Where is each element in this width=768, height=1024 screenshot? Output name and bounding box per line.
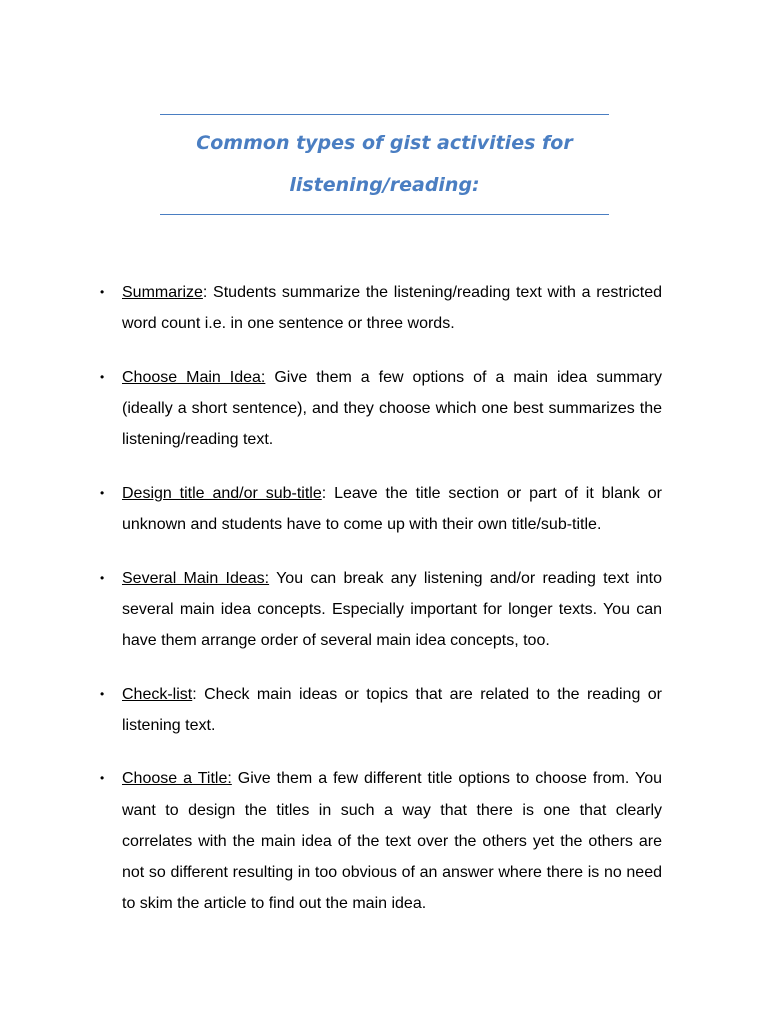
item-term: Design title and/or sub-title bbox=[122, 484, 322, 502]
bullet-icon: • bbox=[100, 771, 105, 786]
list-item bbox=[100, 563, 662, 657]
list-item bbox=[100, 277, 662, 339]
list-item bbox=[100, 763, 662, 919]
list-item bbox=[100, 362, 662, 456]
heading-bottom-rule bbox=[160, 214, 609, 215]
item-term: Check-list bbox=[122, 685, 193, 703]
item-term: Summarize bbox=[122, 284, 203, 301]
bullet-icon: • bbox=[100, 570, 105, 585]
item-term: Several Main Ideas: bbox=[122, 569, 270, 587]
item-separator: : bbox=[192, 685, 197, 703]
bullet-icon: • bbox=[100, 686, 105, 701]
item-text: Give them a few options of a main idea summary (ideally a short sentence), and they choose which one best summarizes the listening/reading text. bbox=[122, 368, 662, 449]
item-term: Choose Main Idea: bbox=[122, 368, 266, 386]
activity-list bbox=[100, 277, 662, 942]
item-text: You can break any listening and/or reading text into several main idea concepts. Especially important for longer texts. You can have them arrange order of several main idea concepts, too. bbox=[122, 569, 663, 649]
list-item bbox=[100, 679, 662, 741]
item-separator: : bbox=[321, 484, 327, 502]
list-item bbox=[100, 478, 662, 540]
bullet-icon: • bbox=[100, 369, 105, 384]
page-title-line-1: Common types of gist activities for bbox=[196, 132, 573, 154]
heading-block bbox=[160, 114, 609, 215]
page-title-line-2: listening/reading: bbox=[289, 174, 480, 196]
bullet-icon: • bbox=[100, 285, 105, 299]
item-term: Choose a Title: bbox=[122, 770, 232, 788]
bullet-icon: • bbox=[100, 485, 105, 500]
item-text: Leave the title section or part of it blank or unknown and students have to come up with their own title/sub-title. bbox=[122, 484, 663, 533]
item-separator: : bbox=[202, 284, 208, 301]
item-text: Check main ideas or topics that are related to the reading or listening text. bbox=[122, 685, 662, 734]
item-text: Give them a few different title options to choose from. You want to design the titles in such a way that there is one that clearly correlates with the main idea of the text over the others yet the others are not so different resulting in too obvious of an answer where there is no need to skim the article to find out the main idea. bbox=[122, 770, 662, 913]
page-title bbox=[160, 122, 609, 206]
item-text: Students summarize the listening/reading text with a restricted word count i.e. in one sentence or three words. bbox=[122, 284, 662, 333]
